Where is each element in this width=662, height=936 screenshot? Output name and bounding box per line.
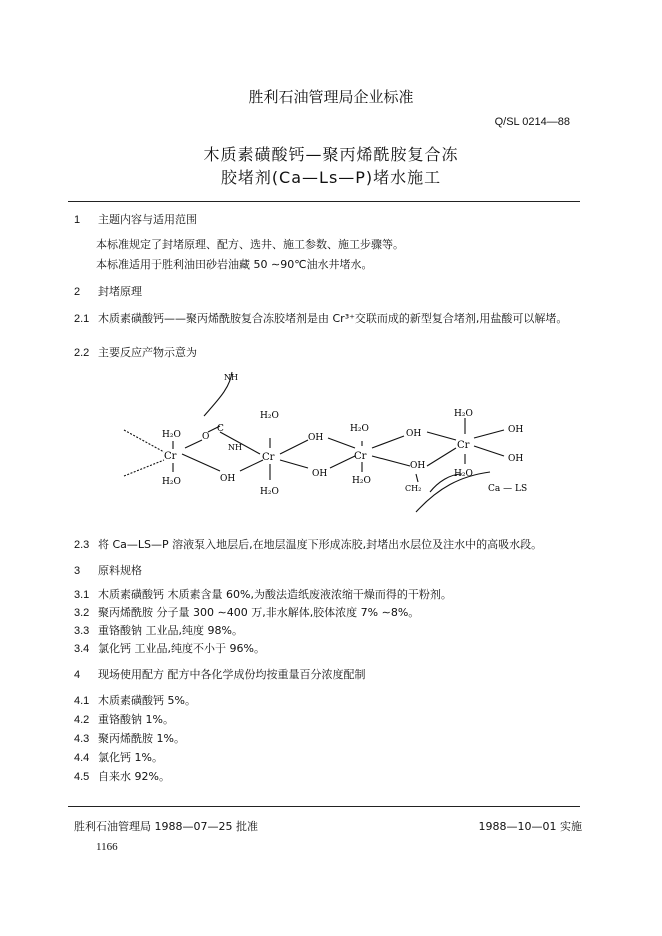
section-2-2: 2.2 主要反应产物示意为 — [74, 346, 197, 359]
section-4-3: 4.3 聚丙烯酰胺 1%。 — [74, 732, 185, 745]
org-header: 胜利石油管理局企业标准 — [248, 88, 414, 106]
section-4-2: 4.2 重铬酸钠 1%。 — [74, 713, 174, 726]
cr-label-3: Cr — [354, 451, 367, 462]
section-3-3: 3.3 重铬酸钠 工业品,纯度 98%。 — [74, 624, 243, 637]
section-3-1: 3.1 木质素磺酸钙 木质素含量 60%,为酸法造纸废液浓缩干燥而得的干粉剂。 — [74, 588, 452, 601]
section-4-heading: 4 现场使用配方 配方中各化学成份均按重量百分浓度配制 — [74, 668, 366, 681]
standard-code: Q/SL 0214—88 — [494, 116, 570, 128]
h2o-label-6: H₂O — [352, 476, 371, 486]
section-1-para2: 本标准适用于胜利油田砂岩油藏 50 ∼90℃油水井堵水。 — [96, 258, 373, 271]
oh-label-3: OH — [312, 469, 328, 479]
h2o-label-7: H₂O — [454, 409, 473, 419]
doc-title-line2: 胶堵剂(Ca—Ls—P)堵水施工 — [220, 168, 442, 187]
h2o-label-2: H₂O — [162, 477, 181, 487]
h2o-label-1: H₂O — [162, 430, 181, 440]
section-1-para1: 本标准规定了封堵原理、配方、选井、施工参数、施工步骤等。 — [96, 238, 404, 251]
section-4-5: 4.5 自来水 92%。 — [74, 770, 170, 783]
ch2-label: CH₂ — [405, 484, 422, 493]
carbonyl-o-label: O — [202, 432, 210, 442]
oh-label-1: OH — [220, 474, 236, 484]
reaction-product-diagram — [120, 368, 550, 518]
footer-issued: 胜利石油管理局 1988—07—25 批准 — [74, 820, 258, 833]
h2o-label-3: H₂O — [260, 411, 279, 421]
section-3-2: 3.2 聚丙烯酰胺 分子量 300 ∼400 万,非水解体,胶体浓度 7% ∼8%。 — [74, 606, 420, 619]
section-4-4: 4.4 氯化钙 1%。 — [74, 751, 163, 764]
section-2-heading: 2 封堵原理 — [74, 285, 142, 298]
oh-label-5: OH — [410, 461, 426, 471]
oh-label-7: OH — [508, 454, 524, 464]
cr-label-2: Cr — [262, 452, 275, 463]
page-number: 1166 — [96, 841, 118, 853]
oh-label-2: OH — [308, 433, 324, 443]
section-2-1: 2.1 木质素磺酸钙——聚丙烯酰胺复合冻胶堵剂是由 Cr³⁺交联而成的新型复合堵剂,用盐酸可以解堵。 — [74, 312, 568, 325]
footer-rule — [68, 806, 580, 807]
section-3-heading: 3 原料规格 — [74, 564, 142, 577]
header-rule — [68, 201, 580, 202]
h2o-label-8: H₂O — [454, 469, 473, 479]
section-1-heading: 1 主题内容与适用范围 — [74, 213, 197, 226]
cr-label-4: Cr — [457, 440, 470, 451]
doc-title-line1: 木质素磺酸钙—聚丙烯酰胺复合冻 — [203, 145, 459, 164]
polymer-chain-bottom — [416, 472, 490, 512]
nh-top-label: NH — [224, 373, 238, 382]
oh-label-4: OH — [406, 429, 422, 439]
section-2-3: 2.3 将 Ca—LS—P 溶液泵入地层后,在地层温度下形成冻胶,封堵出水层位及注水中的高吸水段。 — [74, 538, 543, 551]
section-4-1: 4.1 木质素磺酸钙 5%。 — [74, 694, 196, 707]
carbonyl-c-label: C — [217, 424, 224, 434]
cr-label-1: Cr — [164, 451, 177, 462]
wavy-bond-lower — [124, 460, 164, 476]
h2o-label-4: H₂O — [260, 487, 279, 497]
h2o-label-5: H₂O — [350, 424, 369, 434]
ca-ls-label: Ca — LS — [488, 484, 528, 494]
footer-effective: 1988—10—01 实施 — [478, 820, 582, 833]
nh-mid-label: NH — [228, 443, 242, 452]
oh-label-6: OH — [508, 425, 524, 435]
wavy-bond-upper — [124, 430, 164, 452]
section-3-4: 3.4 氯化钙 工业品,纯度不小于 96%。 — [74, 642, 265, 655]
